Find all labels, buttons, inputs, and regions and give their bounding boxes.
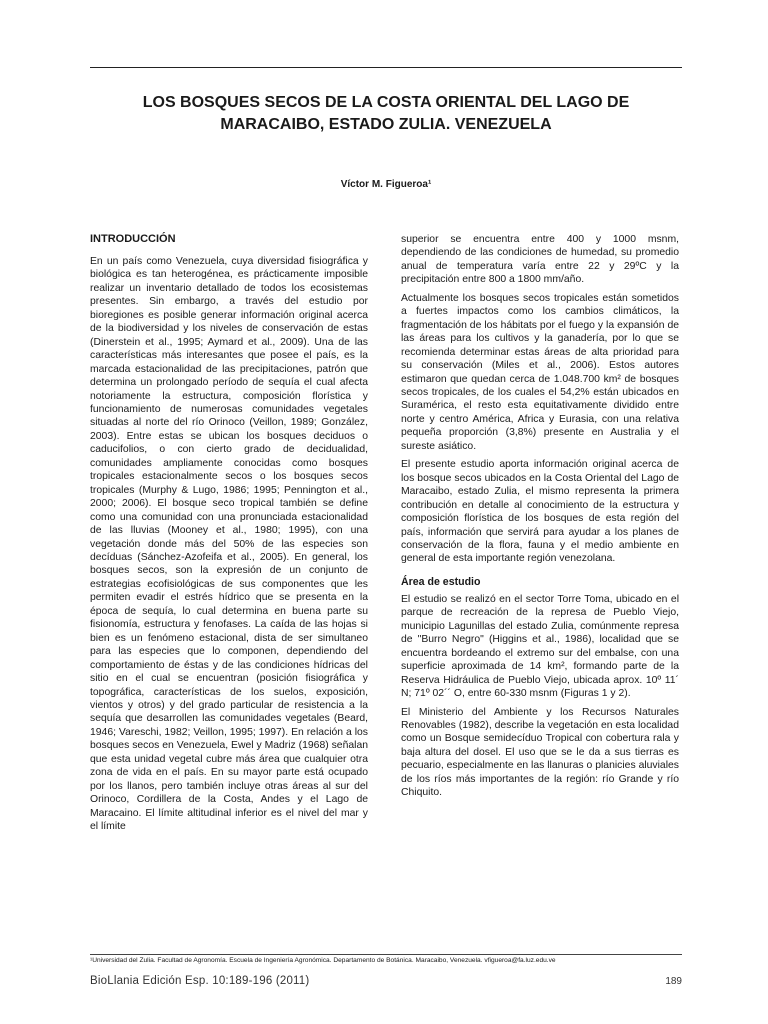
threats-paragraph: Actualmente los bosques secos tropicales están sometidos a fuertes impactos como los cambios climáticos, la fragmentación de los hábitats por el fuego y la expansión de las áreas para los cultivos y la ganadería, por lo que se recomienda determinar estas áreas de alta prioridad para su conservación (Miles et al., 2006). Estos autores estimaron que quedan cerca de 1.048.700 km² de bosques secos tropicales, de los cuales el 54,2% están ubicados en Suramérica, el resto esta equitativamente dividido entre norte y centro América, Africa y Eurasia, con una relativa pequeña proporción (3,8%) presente en Australia y el sureste asiático. [401, 292, 679, 452]
journal-citation: BioLlania Edición Esp. 10:189-196 (2011) [90, 975, 310, 987]
footnote-rule [90, 954, 682, 955]
right-column [401, 233, 679, 805]
affiliation-footnote: ¹Universidad del Zulia. Facultad de Agronomía. Escuela de Ingeniería Agronómica. Departamento de Botánica. Maracaibo, Venezuela. vfigueroa@fa.luz.edu.ve [90, 957, 556, 964]
section-heading-area-de-estudio: Área de estudio [401, 575, 481, 588]
section-heading-introduccion: INTRODUCCIÓN [90, 233, 176, 245]
study-area-paragraph: El estudio se realizó en el sector Torre Toma, ubicado en el parque de recreación de la represa de Pueblo Viejo, municipio Lagunillas del estado Zulia, comúnmente represa de "Burro Negro" (Higgins et al., 1986), localidad que se encuentra bordeando el extremo sur del embalse, con una superficie aproximada de 14 km², formando parte de la Reserva Hidráulica de Pueblo Viejo, ubicada aprox. 10º 11´ N; 71º 02´´ O, entre 60-330 msnm (Figuras 1 y 2). [401, 593, 679, 700]
title-line-2: MARACAIBO, ESTADO ZULIA. VENEZUELA [220, 116, 552, 133]
intro-continuation-paragraph: superior se encuentra entre 400 y 1000 msnm, dependiendo de las condiciones de humedad, su promedio anual de temperatura varía entre 22 y 29ºC y la precipitación entre 800 a 1800 mm/año. [401, 234, 679, 286]
author-name: Víctor M. Figueroa¹ [340, 179, 432, 190]
title-line-1: LOS BOSQUES SECOS DE LA COSTA ORIENTAL DEL LAGO DE [142, 94, 630, 111]
left-column [90, 228, 368, 838]
vegetation-paragraph: El Ministerio del Ambiente y los Recursos Naturales Renovables (1982), describe la vegetación en esta localidad como un Bosque semidecíduo Tropical con cobertura rala y baja altura del dosel. El uso que se le da a sus tierras es pecuario, especialmente en las llanuras o planicies aluviales de los ríos más importantes de la región: río Grande y río Chiquito. [401, 706, 679, 799]
page-number: 189 [665, 976, 682, 987]
article-title [90, 92, 682, 136]
intro-paragraph: En un país como Venezuela, cuya diversidad fisiográfica y biológica es tan heterogénea, es prácticamente imposible realizar un inventario detallado de todos los ecosistemas presentes. Sin embargo, a través del estudio por bioregiones es posible generar información original acerca de la biodiversidad y los niveles de conservación de estas (Dinerstein et al., 1995; Aymard et al., 2009). Una de las características más interesantes que posee el país, es la marcada estacionalidad de las precipitaciones, patrón que determina un prolongado período de sequía el cual afecta notoriamente la estructura, composición florística y funcionamiento de numerosas comunidades vegetales situadas al norte del río Orinoco (Veillon, 1989; González, 2003). Entre estas se ubican los bosques deciduos o caducifolios, o con cierto grado de decidualidad, comunidades ampliamente conocidas como bosques tropicales estacionalmente secos o los bosques secos tropicales (Murphy & Lugo, 1986; 1995; Pennington et al., 2000; 2006). El bosque seco tropical también se define como una comunidad con una pronunciada estacionalidad de las lluvias (Mooney et al., 1980; 1995), con una vegetación donde más del 50% de las especies son decíduas (Sánchez-Azofeifa et al., 2005). En general, los bosques secos, son la expresión de un conjunto de estrategias ecofisiológicas de sus componentes que les permiten evadir el estrés hídrico que se presenta en la época de sequía, lo cual determina en buena parte su fisionomía, estructura y fenofases. La caída de las hojas si bien es un fenómeno estacional, dista de ser simultaneo para las especies que lo componen, dependiendo del comportamiento de éstas y de las condiciones hídricas del sitio en el cual se encuentran (posición fisiográfica y topográfica, características de los suelos, exposición, vientos y otros) y del grado particular de resistencia a la sequía que desarrollen las comunidades vegetales (Beard, 1946; Vareschi, 1982; Veillon, 1995; 1997). En relación a los bosques secos en Venezuela, Ewel y Madriz (1968) señalan que esta unidad vegetal cubre más área que cualquier otra zona de vida en el país. En su mayor parte está ocupado por los llanos, pero también incluye otras áreas al sur del Orinoco, Cordillera de la Costa, Andes y el Lago de Maracaino. El límite altitudinal inferior es el nivel del mar y el límite [90, 256, 368, 833]
study-purpose-paragraph: El presente estudio aporta información original acerca de los bosque secos ubicados en la Costa Oriental del Lago de Maracaibo, estado Zulia, el mismo representa la primera contribución en detalle al conocimiento de la estructura y composición florística de los bosques de esta región del país, información que servirá para ayudar a los planes de conservación de la flora, fauna y el medio ambiente en general de esta importante región venezolana. [401, 459, 679, 565]
top-rule [90, 67, 682, 68]
